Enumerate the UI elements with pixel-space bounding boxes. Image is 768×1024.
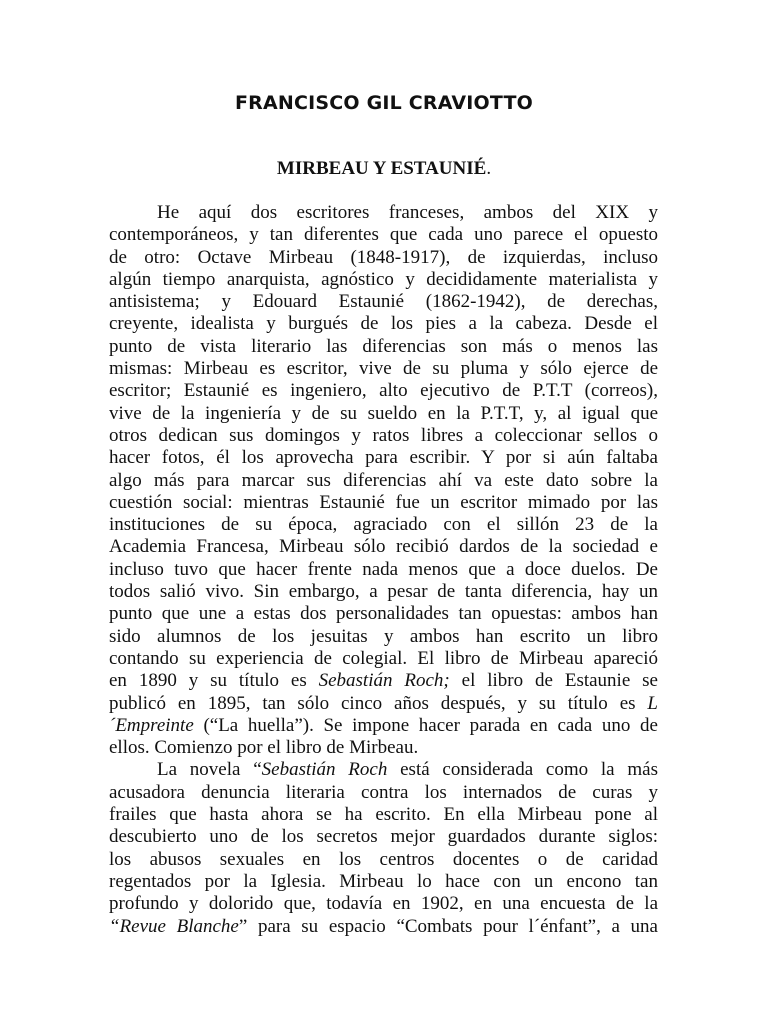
text-line xyxy=(109,670,658,692)
text-segment: publicó en 1895, tan sólo cinco años después, y su título es xyxy=(109,692,636,714)
text-line: escritor; Estaunié es ingeniero, alto ejecutivo de P.T.T (correos), xyxy=(109,380,658,402)
book-title-l-empreinte-end: ´Empreinte xyxy=(109,714,194,736)
text-line xyxy=(109,715,658,737)
text-line: mismas: Mirbeau es escritor, vive de su pluma y sólo ejerce de xyxy=(109,358,658,380)
text-line: contemporáneos, y tan diferentes que cada uno parece el opuesto xyxy=(109,224,658,246)
text-segment: La novela “ xyxy=(157,759,262,781)
text-line: acusadora denuncia literaria contra los internados de curas y xyxy=(109,781,658,803)
text-line: algún tiempo anarquista, agnóstico y decididamente materialista y xyxy=(109,268,658,290)
text-line: otros dedican sus domingos y ratos libres a coleccionar sellos o xyxy=(109,424,658,446)
text-line: instituciones de su época, agraciado con el sillón 23 de la xyxy=(109,514,658,536)
text-line: profundo y dolorido que, todavía en 1902, en una encuesta de la xyxy=(109,893,658,915)
journal-title-revue-blanche: “Revue Blanche xyxy=(109,915,239,937)
text-line: antisistema; y Edouard Estaunié (1862-1942), de derechas, xyxy=(109,291,658,313)
text-line: regentados por la Iglesia. Mirbeau lo hace con un encono tan xyxy=(109,870,658,892)
text-line: creyente, idealista y burgués de los pies a la cabeza. Desde el xyxy=(109,313,658,335)
text-line: frailes que hasta ahora se ha escrito. En ella Mirbeau pone al xyxy=(109,804,658,826)
text-line: descubierto uno de los secretos mejor guardados durante siglos: xyxy=(109,826,658,848)
text-line: sido alumnos de los jesuitas y ambos han escrito un libro xyxy=(109,625,658,647)
text-line: punto que une a estas dos personalidades tan opuestas: ambos han xyxy=(109,603,658,625)
text-line: hacer fotos, él los aprovecha para escribir. Y por si aún faltaba xyxy=(109,447,658,469)
text-line: los abusos sexuales en los centros docentes o de caridad xyxy=(109,848,658,870)
text-line: vive de la ingeniería y de su sueldo en la P.T.T, y, al igual que xyxy=(109,402,658,424)
text-segment: ” para su espacio “Combats pour l´énfant”, a una xyxy=(238,915,658,937)
text-line: todos salió vivo. Sin embargo, a pesar de tanta diferencia, hay un xyxy=(109,581,658,603)
text-segment: el libro de Estaunie se xyxy=(461,670,658,692)
book-title-sebastian-roch: Sebastián Roch; xyxy=(318,670,450,692)
article-body xyxy=(109,202,658,938)
text-segment: (“La huella”). Se impone hacer parada en cada uno de xyxy=(203,714,658,736)
book-title-sebastian-roch: Sebastián Roch xyxy=(261,759,388,781)
text-line: cuestión social: mientras Estaunié fue un escritor mimado por las xyxy=(109,491,658,513)
article-title-period: . xyxy=(486,158,492,179)
text-line: punto de vista literario las diferencias son más o menos las xyxy=(109,335,658,357)
text-segment: en 1890 y su título es xyxy=(109,670,307,692)
book-title-l-empreinte-start: L xyxy=(647,692,658,714)
text-line xyxy=(109,916,658,938)
text-line: ellos. Comienzo por el libro de Mirbeau. xyxy=(109,737,419,759)
text-line: He aquí dos escritores franceses, ambos del XIX y xyxy=(157,202,658,223)
author-name: FRANCISCO GIL CRAVIOTTO xyxy=(234,92,534,114)
text-segment: está considerada como la más xyxy=(400,759,658,781)
text-line xyxy=(109,759,658,781)
article-title xyxy=(0,158,768,180)
text-line: contando su experiencia de colegial. El libro de Mirbeau apareció xyxy=(109,647,658,669)
text-line: de otro: Octave Mirbeau (1848-1917), de izquierdas, incluso xyxy=(109,246,658,268)
text-line: incluso tuvo que hacer frente nada menos que a doce duelos. De xyxy=(109,558,658,580)
text-line xyxy=(109,693,658,715)
article-title-text: MIRBEAU Y ESTAUNIÉ xyxy=(276,158,487,179)
text-line: algo más para marcar sus diferencias ahí va este dato sobre la xyxy=(109,469,658,491)
text-line: Academia Francesa, Mirbeau sólo recibió dardos de la sociedad e xyxy=(109,536,658,558)
